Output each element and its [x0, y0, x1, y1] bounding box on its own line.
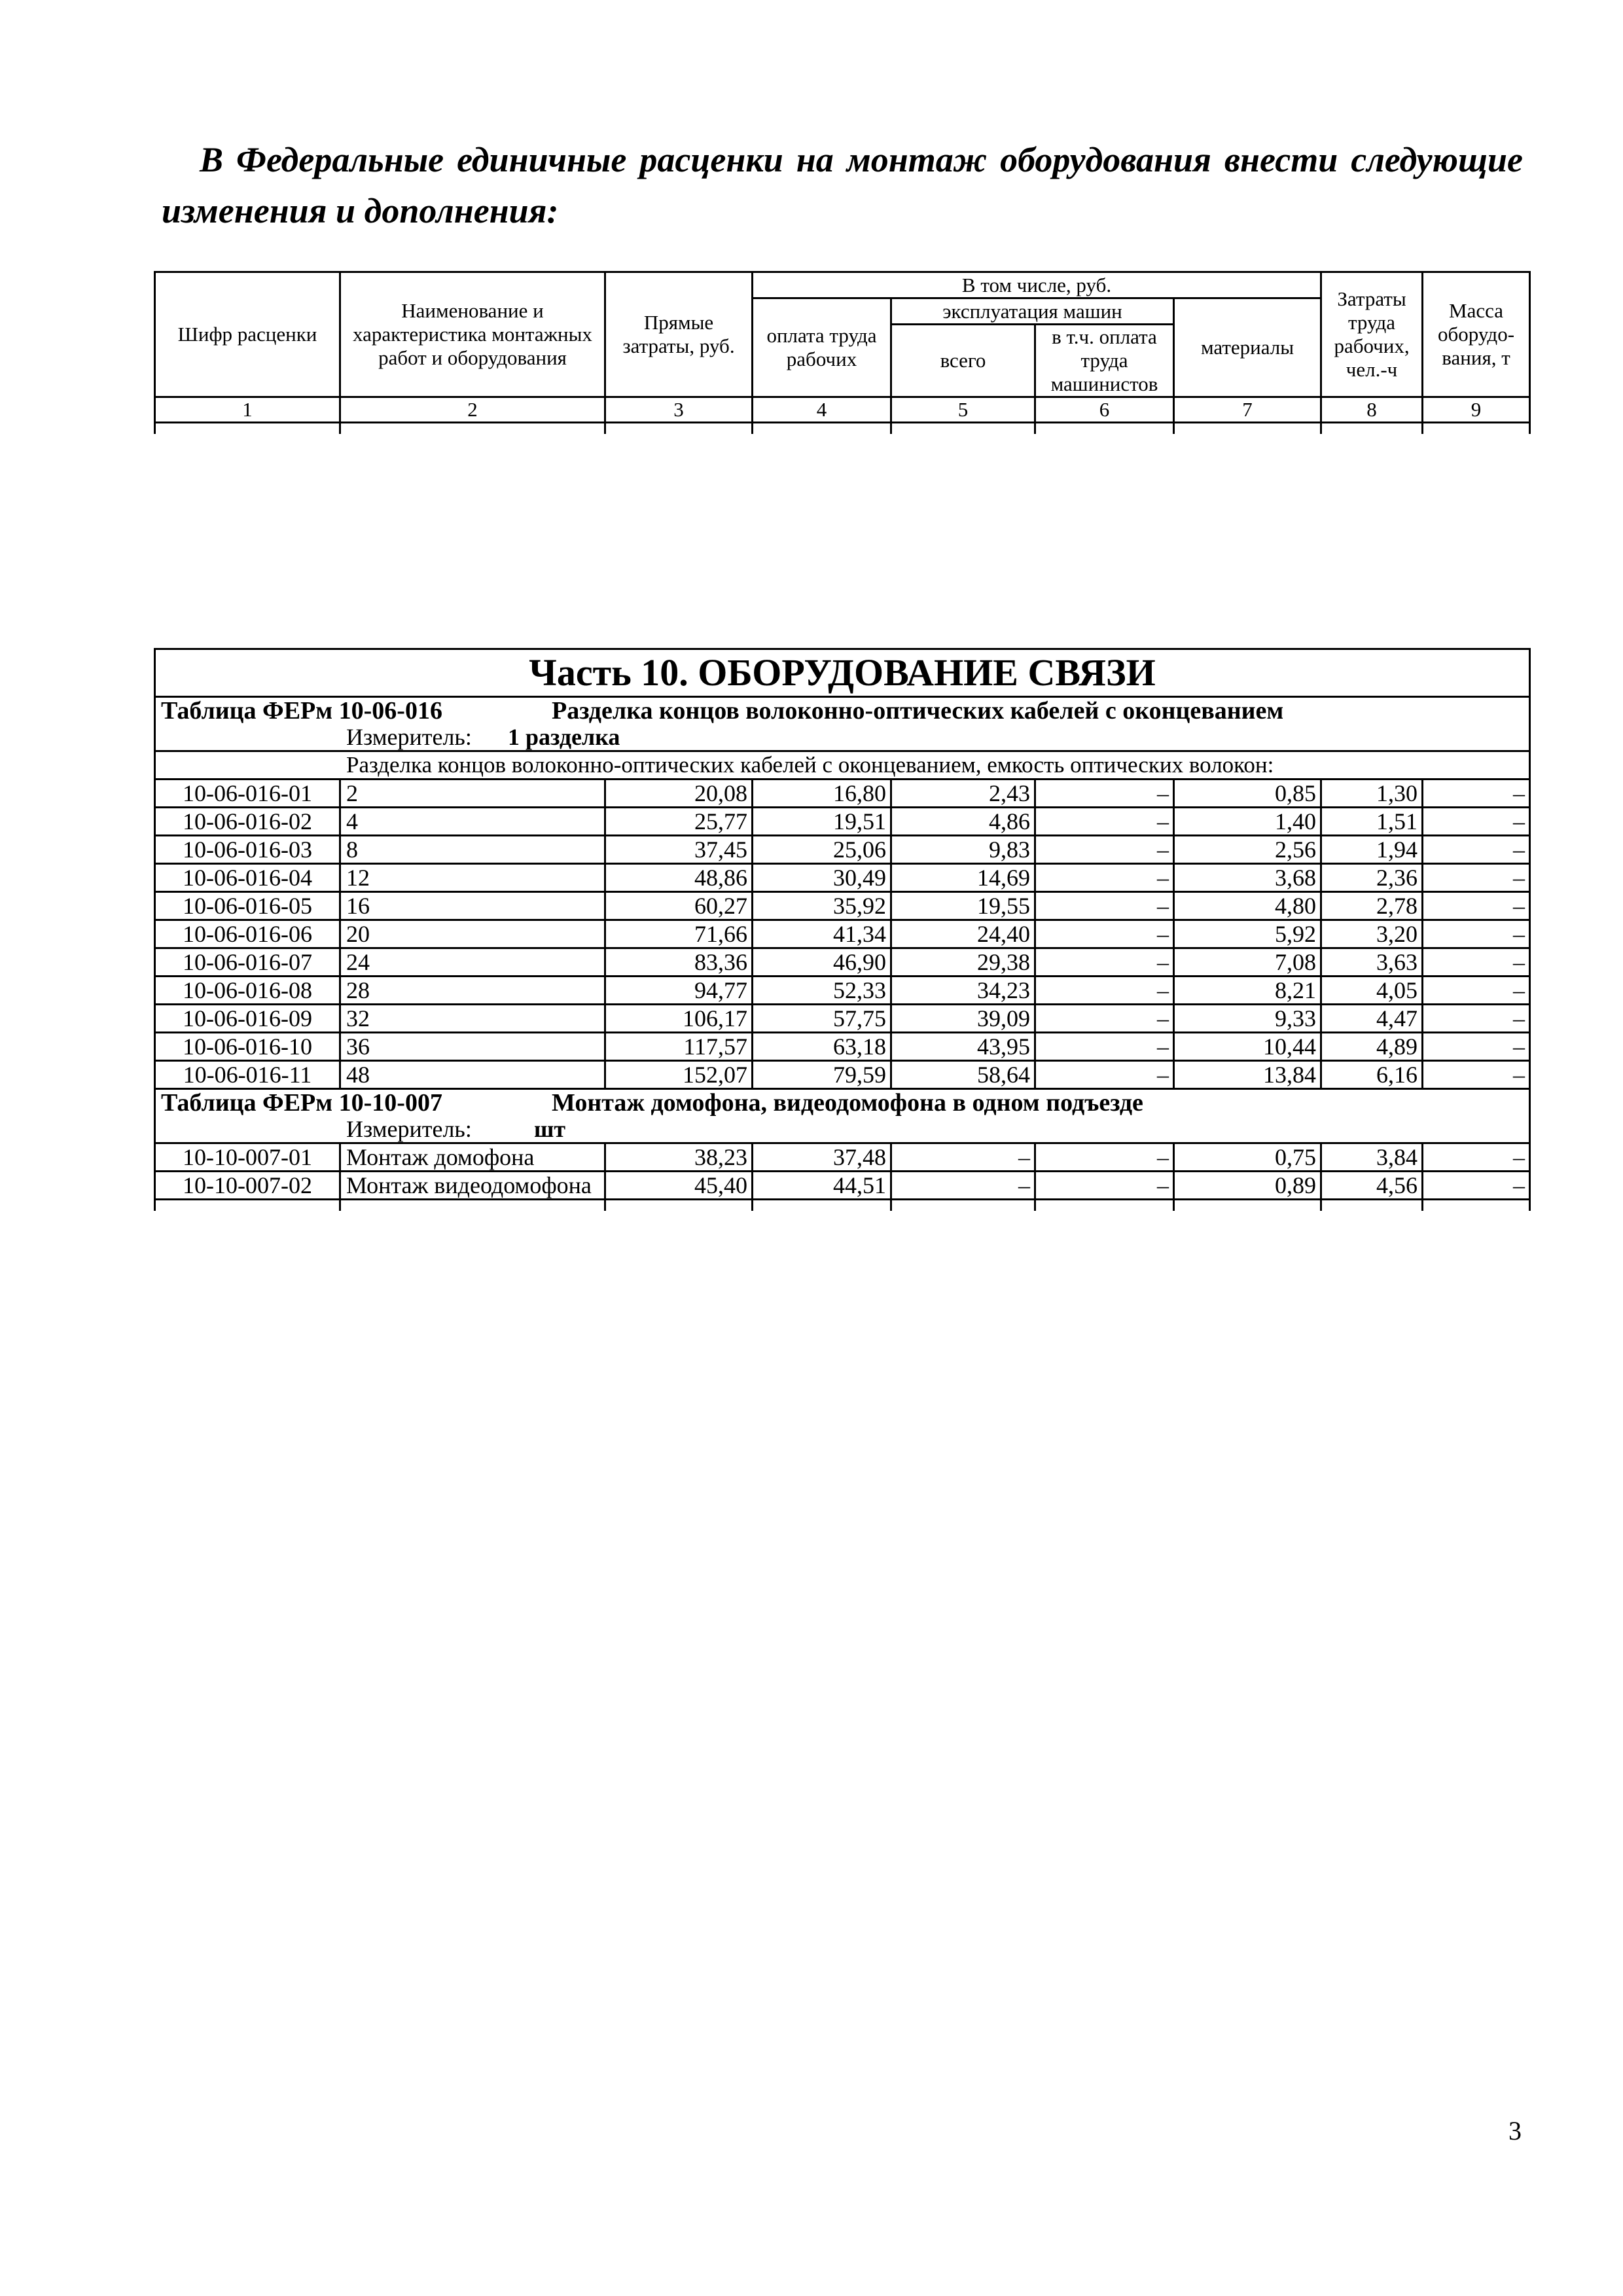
cell-direct: 71,66: [605, 920, 753, 948]
cell-direct: 94,77: [605, 977, 753, 1005]
cell-labor: 3,20: [1321, 920, 1423, 948]
cell-direct: 83,36: [605, 948, 753, 977]
table-row: [155, 977, 1530, 1005]
table2-heading: [155, 1089, 1530, 1117]
cell-machpay: –: [1035, 864, 1174, 892]
cell-labor: 2,78: [1321, 892, 1423, 920]
cell-labor: 4,89: [1321, 1033, 1423, 1061]
cell-code: 10-06-016-05: [155, 892, 340, 920]
cell-pay: 44,51: [753, 1172, 891, 1200]
cell-pay: 79,59: [753, 1061, 891, 1089]
column-number-row: [155, 397, 1530, 423]
table-row: [155, 1005, 1530, 1033]
cell-pay: 41,34: [753, 920, 891, 948]
cell-code: 10-06-016-07: [155, 948, 340, 977]
cell-machpay: –: [1035, 1005, 1174, 1033]
cell-machpay: –: [1035, 1143, 1174, 1172]
intro-heading: В Федеральные единичные расценки на монтаж оборудования внести следующие изменения и дополнения:: [162, 140, 1523, 230]
cell-mass: –: [1423, 808, 1530, 836]
cell-machpay: –: [1035, 808, 1174, 836]
cell-mass: –: [1423, 864, 1530, 892]
cell-code: 10-06-016-04: [155, 864, 340, 892]
column-number: 4: [753, 397, 891, 423]
cell-machpay: –: [1035, 1061, 1174, 1089]
cell-code: 10-06-016-02: [155, 808, 340, 836]
table-row: [155, 836, 1530, 864]
column-number: 3: [605, 397, 753, 423]
cell-machpay: –: [1035, 836, 1174, 864]
cell-mat: 1,40: [1174, 808, 1321, 836]
cell-name: 12: [340, 864, 605, 892]
cell-labor: 4,47: [1321, 1005, 1423, 1033]
table2-unit: шт: [534, 1116, 566, 1142]
cell-labor: 2,36: [1321, 864, 1423, 892]
cell-mach: 58,64: [891, 1061, 1035, 1089]
column-number: 7: [1174, 397, 1321, 423]
cell-mach: –: [891, 1143, 1035, 1172]
cell-mach: 2,43: [891, 780, 1035, 808]
cell-mat: 3,68: [1174, 864, 1321, 892]
cell-mass: –: [1423, 920, 1530, 948]
cell-name: 20: [340, 920, 605, 948]
cell-machpay: –: [1035, 892, 1174, 920]
cell-name: 2: [340, 780, 605, 808]
cell-labor: 3,63: [1321, 948, 1423, 977]
cell-code: 10-06-016-09: [155, 1005, 340, 1033]
cell-name: 28: [340, 977, 605, 1005]
cell-mass: –: [1423, 1172, 1530, 1200]
part-title: Часть 10. ОБОРУДОВАНИЕ СВЯЗИ: [155, 649, 1530, 697]
header-machinists-pay: в т.ч. оплата труда машинистов: [1035, 325, 1174, 397]
table1-measure: [155, 724, 1530, 751]
cell-direct: 117,57: [605, 1033, 753, 1061]
cell-mach: –: [891, 1172, 1035, 1200]
cell-mat: 8,21: [1174, 977, 1321, 1005]
cell-name: 32: [340, 1005, 605, 1033]
header-labor: Затраты труда рабочих, чел.-ч: [1321, 272, 1423, 397]
cell-mat: 10,44: [1174, 1033, 1321, 1061]
cell-mach: 43,95: [891, 1033, 1035, 1061]
table-row: [155, 948, 1530, 977]
cell-mass: –: [1423, 1061, 1530, 1089]
cell-mass: –: [1423, 780, 1530, 808]
cell-direct: 37,45: [605, 836, 753, 864]
cell-name: 24: [340, 948, 605, 977]
table1-unit: 1 разделка: [508, 724, 620, 750]
cell-labor: 1,51: [1321, 808, 1423, 836]
cell-mat: 4,80: [1174, 892, 1321, 920]
cell-labor: 3,84: [1321, 1143, 1423, 1172]
cell-direct: 38,23: [605, 1143, 753, 1172]
table-row: [155, 808, 1530, 836]
cell-code: 10-06-016-01: [155, 780, 340, 808]
cell-pay: 37,48: [753, 1143, 891, 1172]
rates-table: [154, 648, 1531, 1211]
table1-subtitle: Разделка концов волоконно-оптических кабелей с оконцеванием, емкость оптических волокон:: [155, 751, 1530, 780]
cell-mass: –: [1423, 1033, 1530, 1061]
cell-name: 36: [340, 1033, 605, 1061]
table1-title: Разделка концов волоконно-оптических кабелей с оконцеванием: [552, 697, 1284, 725]
cell-name: 8: [340, 836, 605, 864]
cell-pay: 52,33: [753, 977, 891, 1005]
cell-mach: 24,40: [891, 920, 1035, 948]
cell-machpay: –: [1035, 1172, 1174, 1200]
cell-mass: –: [1423, 948, 1530, 977]
measure-label: Измеритель:: [346, 1116, 472, 1142]
column-number: 6: [1035, 397, 1174, 423]
cell-mach: 34,23: [891, 977, 1035, 1005]
cell-machpay: –: [1035, 1033, 1174, 1061]
header-mass: Масса оборудо-вания, т: [1423, 272, 1530, 397]
cell-code: 10-06-016-08: [155, 977, 340, 1005]
cell-direct: 20,08: [605, 780, 753, 808]
measure-label: Измеритель:: [346, 724, 472, 750]
cell-code: 10-06-016-03: [155, 836, 340, 864]
header-workers-pay: оплата труда рабочих: [753, 298, 891, 397]
header-including-group: В том числе, руб.: [753, 272, 1321, 298]
cell-pay: 25,06: [753, 836, 891, 864]
table-row: [155, 864, 1530, 892]
header-materials: материалы: [1174, 298, 1321, 397]
column-number: 9: [1423, 397, 1530, 423]
cell-mat: 0,85: [1174, 780, 1321, 808]
cell-mach: 39,09: [891, 1005, 1035, 1033]
table-row: [155, 1061, 1530, 1089]
cell-mat: 0,89: [1174, 1172, 1321, 1200]
table2-title: Монтаж домофона, видеодомофона в одном подъезде: [552, 1089, 1143, 1117]
cell-pay: 16,80: [753, 780, 891, 808]
cell-labor: 6,16: [1321, 1061, 1423, 1089]
cell-machpay: –: [1035, 977, 1174, 1005]
cell-mat: 5,92: [1174, 920, 1321, 948]
cell-pay: 63,18: [753, 1033, 891, 1061]
cell-pay: 46,90: [753, 948, 891, 977]
cell-labor: 4,05: [1321, 977, 1423, 1005]
cell-direct: 45,40: [605, 1172, 753, 1200]
cell-mass: –: [1423, 892, 1530, 920]
header-machines-total: всего: [891, 325, 1035, 397]
table-row: [155, 1033, 1530, 1061]
cell-code: 10-10-007-02: [155, 1172, 340, 1200]
cell-mat: 0,75: [1174, 1143, 1321, 1172]
cell-mach: 14,69: [891, 864, 1035, 892]
cell-mass: –: [1423, 977, 1530, 1005]
column-header-table: [154, 271, 1531, 434]
cell-labor: 1,30: [1321, 780, 1423, 808]
cell-labor: 1,94: [1321, 836, 1423, 864]
cell-mach: 4,86: [891, 808, 1035, 836]
column-number: 5: [891, 397, 1035, 423]
cell-direct: 25,77: [605, 808, 753, 836]
cell-code: 10-06-016-06: [155, 920, 340, 948]
cell-name: 16: [340, 892, 605, 920]
cell-code: 10-06-016-11: [155, 1061, 340, 1089]
cell-pay: 19,51: [753, 808, 891, 836]
column-number: 2: [340, 397, 605, 423]
cell-mach: 19,55: [891, 892, 1035, 920]
table-row: [155, 920, 1530, 948]
cell-pay: 57,75: [753, 1005, 891, 1033]
table2-rows: [155, 1143, 1530, 1200]
table2-label: Таблица ФЕРм 10-10-007: [161, 1089, 442, 1117]
cell-mat: 13,84: [1174, 1061, 1321, 1089]
cell-name: 4: [340, 808, 605, 836]
cell-pay: 30,49: [753, 864, 891, 892]
table-row: [155, 1172, 1530, 1200]
column-number: 8: [1321, 397, 1423, 423]
cell-code: 10-10-007-01: [155, 1143, 340, 1172]
table-row: [155, 780, 1530, 808]
cell-name: 48: [340, 1061, 605, 1089]
cell-code: 10-06-016-10: [155, 1033, 340, 1061]
header-code: Шифр расценки: [155, 272, 340, 397]
cell-direct: 48,86: [605, 864, 753, 892]
table-row: [155, 1143, 1530, 1172]
cell-mach: 29,38: [891, 948, 1035, 977]
cell-machpay: –: [1035, 920, 1174, 948]
cell-name: Монтаж видеодомофона: [340, 1172, 605, 1200]
page-number: 3: [1508, 2116, 1522, 2145]
table1-rows: [155, 780, 1530, 1089]
cell-mat: 7,08: [1174, 948, 1321, 977]
cell-direct: 106,17: [605, 1005, 753, 1033]
cell-pay: 35,92: [753, 892, 891, 920]
cell-direct: 152,07: [605, 1061, 753, 1089]
table1-label: Таблица ФЕРм 10-06-016: [161, 697, 442, 725]
cell-mach: 9,83: [891, 836, 1035, 864]
cell-machpay: –: [1035, 780, 1174, 808]
cell-direct: 60,27: [605, 892, 753, 920]
header-direct-costs: Прямые затраты, руб.: [605, 272, 753, 397]
cell-name: Монтаж домофона: [340, 1143, 605, 1172]
cell-mass: –: [1423, 1143, 1530, 1172]
table2-measure: [155, 1116, 1530, 1143]
cell-mass: –: [1423, 836, 1530, 864]
table-row: [155, 892, 1530, 920]
column-number: 1: [155, 397, 340, 423]
header-name: Наименование и характеристика монтажных работ и оборудования: [340, 272, 605, 397]
cell-labor: 4,56: [1321, 1172, 1423, 1200]
cell-mat: 2,56: [1174, 836, 1321, 864]
cell-mat: 9,33: [1174, 1005, 1321, 1033]
table1-heading: [155, 697, 1530, 725]
cell-machpay: –: [1035, 948, 1174, 977]
header-machines-group: эксплуатация машин: [891, 298, 1174, 325]
cell-mass: –: [1423, 1005, 1530, 1033]
